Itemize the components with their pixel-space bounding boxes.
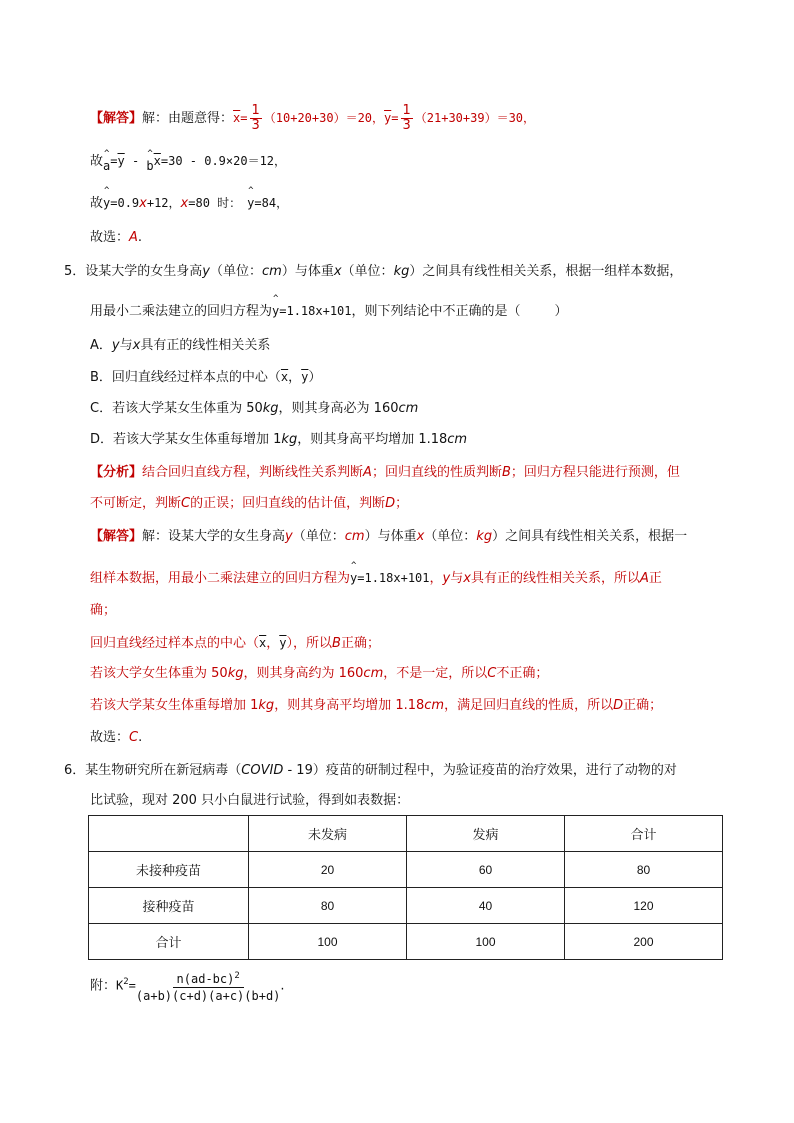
table-cell: 接种疫苗 (89, 888, 249, 924)
question-number: 5． (64, 264, 86, 279)
solution-text: 正确； (340, 636, 380, 651)
analysis-text: 结合回归直线方程，判断线性关系判断 (142, 465, 364, 480)
b-hat: ^ b (146, 157, 153, 175)
stem-text: 某生物研究所在新冠病毒（ (85, 763, 242, 778)
analysis-text: 不可断定，判断 (90, 496, 182, 511)
solution-text: ，不是一定，所以 (383, 666, 488, 681)
y-hat: ^ y (350, 569, 357, 587)
solution-text: ，满足回归直线的性质，所以 (444, 698, 614, 713)
stem-text: 用最小二乘法建立的回归方程为 (90, 304, 273, 319)
x-var: x (180, 196, 189, 211)
solution-text: 不正确； (496, 666, 549, 681)
analysis-text: ；回归直线的性质判断 (371, 465, 502, 480)
choice-value: C (129, 730, 139, 745)
x-bar: $\overline{x}$ (153, 154, 161, 168)
option-text: D．若该大学某女生体重每增加 1 (90, 432, 282, 447)
coef: =0.9 (110, 196, 140, 210)
y-bar: $\overline{y}$ (117, 154, 125, 168)
table-cell: 40 (407, 888, 565, 924)
table-row (89, 888, 723, 924)
formula-den: (a+b)(c+d)(a+c)(b+d) (135, 989, 281, 1003)
solution-text: （单位： (292, 529, 345, 544)
unit-cm: cm (447, 432, 468, 447)
letter-b: B (501, 465, 511, 480)
letter-a: A (639, 571, 649, 586)
unit-kg: kg (262, 401, 279, 416)
solution-text: ）之间具有线性相关关系，根据一 (492, 529, 688, 544)
option-text: ，则其身高必为 160 (278, 401, 399, 416)
formula-num: n(ad-bc) (176, 972, 235, 986)
table-cell: 100 (407, 924, 565, 960)
const: +12， (146, 196, 181, 210)
y-var: y (442, 571, 451, 586)
choice-label: 故选： (90, 730, 130, 745)
q5-solution-line6 (90, 697, 662, 715)
table-header-cell: 发病 (407, 816, 565, 852)
q5-analysis-line1 (90, 464, 680, 482)
line2-rest: =30 - 0.9×20＝12， (160, 154, 287, 168)
comma: ， (266, 636, 280, 651)
analysis-text: ；回归方程只能进行预测，但 (510, 465, 680, 480)
solution-text: ，则其身高约为 160 (243, 666, 364, 681)
answer-tag: 【解答】 (90, 111, 143, 126)
y-bar: $\overline{y}$ (301, 370, 309, 384)
question-number: 6． (64, 763, 86, 778)
option-label: A． (90, 338, 112, 353)
q6-stem-line1 (64, 762, 677, 780)
option-text: ） (308, 370, 322, 385)
result: =84， (254, 196, 289, 210)
y-var: y (285, 529, 293, 544)
fraction-one-third (250, 104, 262, 133)
x-var: x (416, 529, 425, 544)
q5-solution-line2 (90, 569, 662, 588)
unit-kg: kg (258, 698, 275, 713)
table-header-row (89, 816, 723, 852)
table-cell: 20 (249, 852, 407, 888)
stem-text: 设某大学的女生身高 (85, 264, 203, 279)
solution-text: 组样本数据，用最小二乘法建立的回归方程为 (90, 571, 351, 586)
y-hat: ^ y (272, 302, 279, 320)
table-row (89, 924, 723, 960)
unit-cm: cm (344, 529, 365, 544)
covid-text: COVID (241, 763, 284, 778)
gu-text: 故 (90, 154, 104, 169)
choice-end: . (138, 730, 143, 745)
option-text: 与 (119, 338, 133, 353)
unit-cm: cm (424, 698, 445, 713)
formula-k: K (116, 978, 124, 993)
equals: = (240, 111, 248, 125)
table-header-cell (89, 816, 249, 852)
table-cell: 60 (407, 852, 565, 888)
option-text: ，则其身高平均增加 1.18 (297, 432, 448, 447)
x-bar: $\overline{x}$ (280, 370, 289, 384)
y-bar: $\overline{y}$ (384, 111, 392, 125)
equals: = (110, 154, 118, 168)
y-var: y (111, 338, 120, 353)
choice-end: . (137, 230, 143, 245)
solution-text: 回归直线经过样本点的中心（ (90, 636, 260, 651)
letter-c: C (181, 496, 191, 511)
y-hat: ^ y (247, 194, 254, 212)
stem-text: 比试验，现对 200 只小白鼠进行试验，得到如表数据： (90, 793, 410, 808)
unit-text: ）与体重 (281, 264, 334, 279)
table-cell: 80 (565, 852, 723, 888)
comma: ， (288, 370, 302, 385)
letter-c: C (487, 666, 497, 681)
letter-d: D (613, 698, 624, 713)
solution-text: 解：设某大学的女生身高 (142, 529, 286, 544)
data-table (88, 815, 723, 960)
x-bar: $\overline{x}$ (233, 111, 241, 125)
formula-label: 附： (90, 978, 117, 994)
x-var: x (139, 196, 147, 211)
table-cell: 合计 (89, 924, 249, 960)
solution-text: 正确； (623, 698, 663, 713)
formula-sup: 2 (123, 977, 129, 988)
x-var: x (333, 264, 342, 279)
stem-text: ）之间具有线性相关关系，根据一组样本数据， (409, 264, 683, 279)
stem-text: - 19）疫苗的研制过程中，为验证疫苗的治疗效果，进行了动物的对 (283, 763, 677, 778)
q5-option-a (90, 337, 270, 355)
frac-den: 3 (402, 118, 411, 133)
solution-text: 具有正的线性相关关系，所以 (470, 571, 640, 586)
option-text: B．回归直线经过样本点的中心（ (90, 370, 281, 385)
unit-kg: kg (281, 432, 298, 447)
q5-solution-line4 (90, 634, 380, 653)
table-cell: 120 (565, 888, 723, 924)
solution-text: ，则其身高平均增加 1.18 (274, 698, 425, 713)
y-sum: （21+30+39）＝30， (414, 111, 536, 125)
letter-d: D (385, 496, 396, 511)
formula-fraction (136, 968, 281, 1004)
formula-end: . (280, 978, 285, 994)
p4-solution-line1: 【解答】解：由题意得：$\overline{x}=$ $\frac{1}{3}$ （10+20+30）＝20，$\overline{y}=$ $\frac{1}{3}$ （21+30+39）＝30， (90, 103, 536, 133)
frac-num: 1 (251, 103, 260, 118)
table-cell: 100 (249, 924, 407, 960)
equals: = (128, 978, 136, 993)
solution-text: 若该大学某女生体重每增加 1 (90, 698, 259, 713)
gu-text: 故 (90, 196, 104, 211)
y-bar: $\overline{y}$ (279, 636, 287, 650)
table-cell: 200 (565, 924, 723, 960)
solution-text: ）与体重 (364, 529, 417, 544)
q6-stem-line2 (90, 792, 409, 810)
unit-cm: cm (363, 666, 384, 681)
p4-solution-line2 (90, 152, 286, 171)
fraction-one-third-2 (401, 104, 413, 133)
analysis-tag: 【分析】 (90, 465, 143, 480)
solution-text: 解：由题意得： (142, 111, 234, 126)
table-row (89, 852, 723, 888)
option-text: C．若该大学某女生体重为 50 (90, 401, 263, 416)
x-bar: $\overline{x}$ (259, 636, 267, 650)
y-var: y (202, 264, 210, 279)
unit-text: （单位： (341, 264, 394, 279)
unit-cm: cm (398, 401, 419, 416)
q5-option-b (90, 368, 321, 387)
y-hat: ^ y (103, 194, 110, 212)
formula-num-sup: 2 (234, 971, 240, 981)
regression-eq: =1.18x+101 (279, 304, 352, 318)
q5-solution-line3 (90, 602, 116, 620)
q5-option-d (90, 431, 467, 449)
solution-text: 与 (450, 571, 464, 586)
a-hat: ^ a (103, 157, 110, 175)
x-sum: （10+20+30）＝20， (263, 111, 385, 125)
regression-eq: =1.18x+101 (357, 571, 430, 585)
letter-a: A (363, 465, 372, 480)
choice-label: 故选： (90, 230, 130, 245)
q5-solution-line5 (90, 665, 548, 683)
table-header-cell: 未发病 (249, 816, 407, 852)
minus: - (124, 154, 147, 168)
q5-stem-line2 (90, 302, 568, 321)
stem-paren: ） (554, 304, 568, 319)
frac-den: 3 (251, 118, 260, 133)
table-header-cell: 合计 (565, 816, 723, 852)
unit-kg: kg (393, 264, 410, 279)
q5-option-c (90, 400, 418, 418)
unit-cm: cm (262, 264, 282, 279)
unit-text: （单位： (210, 264, 263, 279)
table-cell: 未接种疫苗 (89, 852, 249, 888)
stem-text: ，则下列结论中不正确的是（ (351, 304, 521, 319)
q6-formula (90, 968, 285, 1004)
q5-solution-line1 (90, 528, 687, 546)
solution-text: ），所以 (286, 636, 333, 651)
q5-choice (90, 729, 142, 747)
option-text: 具有正的线性相关关系 (140, 338, 271, 353)
unit-kg: kg (476, 529, 493, 544)
solution-text: （单位： (424, 529, 477, 544)
table-cell: 80 (249, 888, 407, 924)
solution-text: 确； (90, 603, 117, 618)
letter-b: B (332, 636, 341, 651)
solution-text: 正 (648, 571, 662, 586)
unit-kg: kg (227, 666, 244, 681)
answer-tag: 【解答】 (90, 529, 143, 544)
solution-text: 若该大学女生体重为 50 (90, 666, 228, 681)
analysis-text: ； (395, 496, 409, 511)
p4-solution-line3 (90, 194, 288, 213)
solution-text: ， (429, 571, 443, 586)
frac-num: 1 (402, 103, 411, 118)
x-var: x (463, 571, 471, 586)
q5-analysis-line2 (90, 495, 408, 513)
analysis-text: 的正误；回归直线的估计值，判断 (190, 496, 386, 511)
when-text: =80 时： (188, 196, 242, 210)
q5-stem-line1 (64, 263, 682, 281)
x-var: x (132, 338, 141, 353)
p4-choice (90, 229, 142, 247)
choice-value: A (129, 230, 138, 245)
